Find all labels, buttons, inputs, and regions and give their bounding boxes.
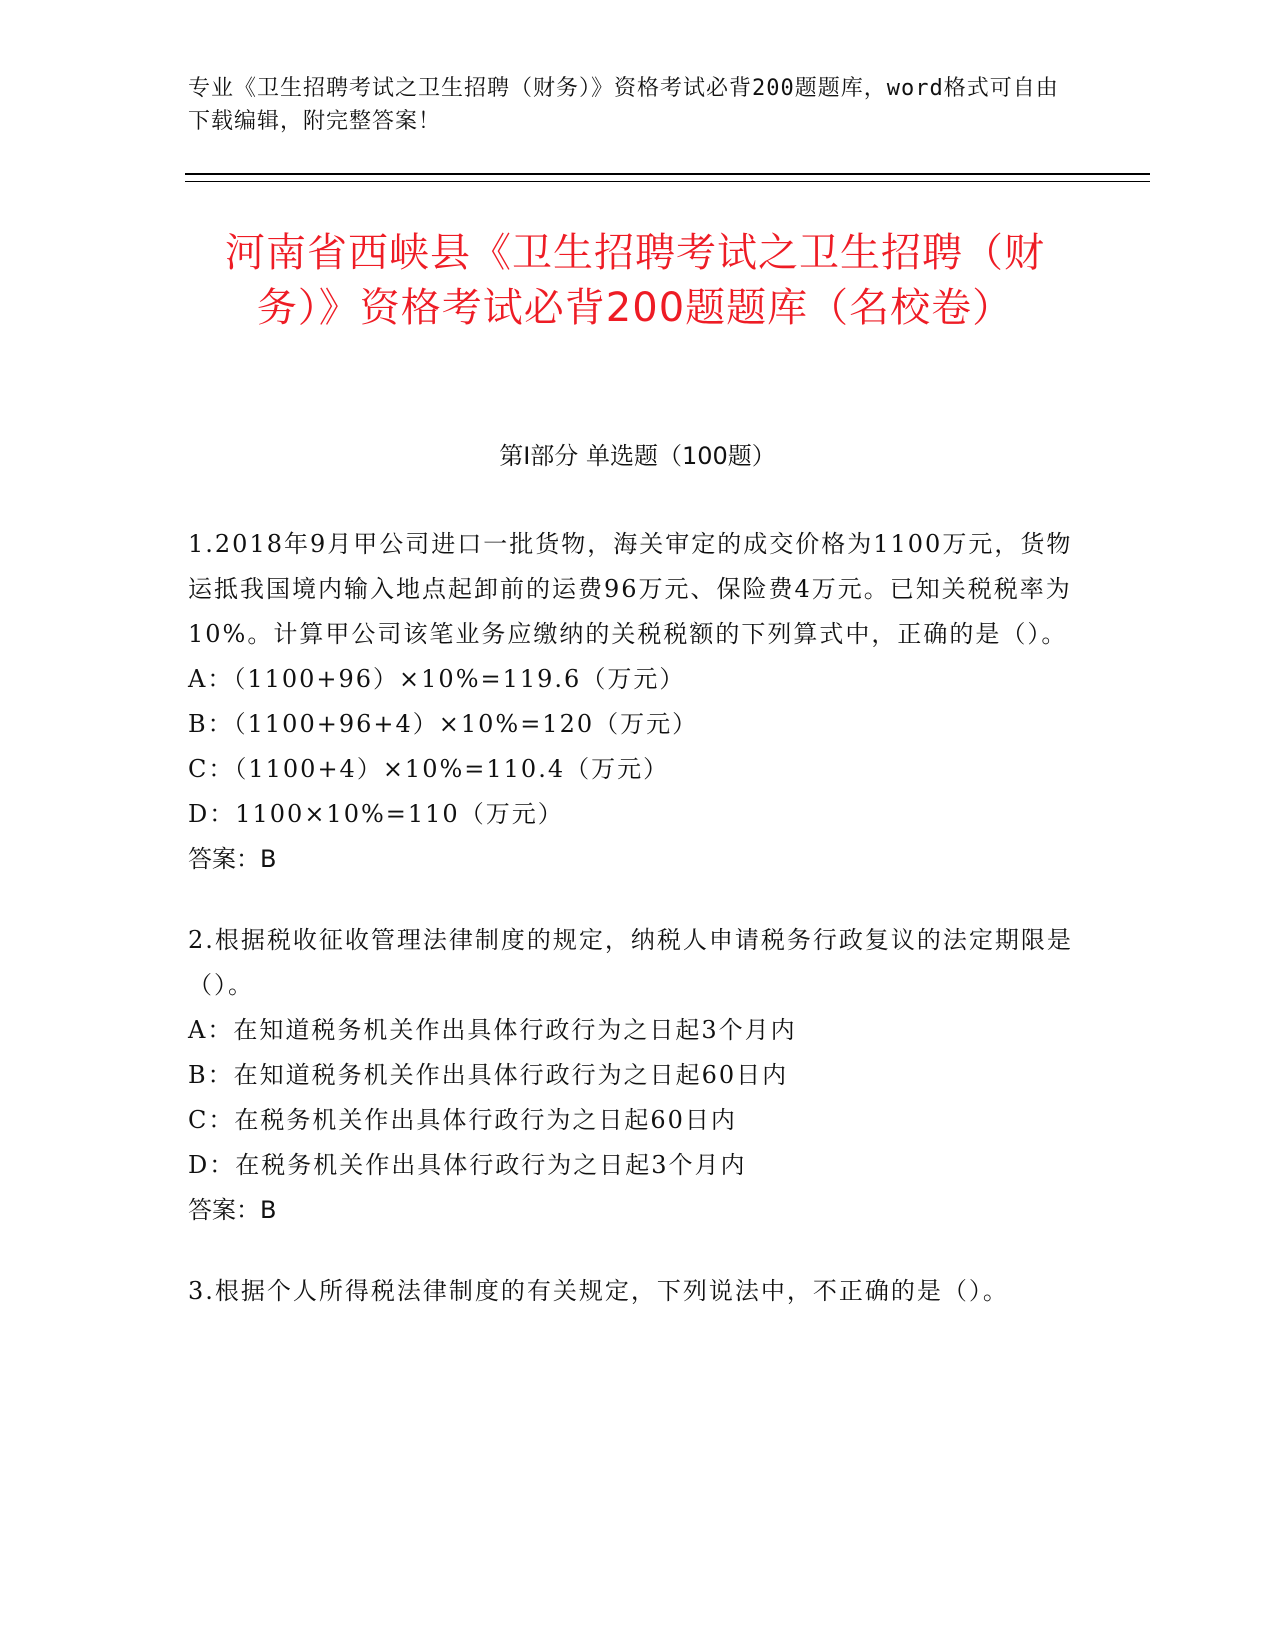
option-d: D：1100×10%=110（万元） [188,800,564,828]
header-divider-thick [185,173,1150,175]
question-3 [188,1269,1078,1314]
question-stem: 3.根据个人所得税法律制度的有关规定，下列说法中，不正确的是（）。 [188,1277,1009,1305]
option-a: A：在知道税务机关作出具体行政行为之日起3个月内 [188,1016,797,1044]
question-list [188,522,1078,1350]
question-stem: 2.根据税收征收管理法律制度的规定，纳税人申请税务行政复议的法定期限是（）。 [188,926,1073,999]
section-heading: 第Ⅰ部分 单选题（100题） [499,442,776,470]
document-title: 河南省西峡县《卫生招聘考试之卫生招聘（财务）》资格考试必背200题题库（名校卷） [225,230,1045,331]
option-d: D：在税务机关作出具体行政行为之日起3个月内 [188,1151,747,1179]
option-c: C：（1100+4）×10%=110.4（万元） [188,755,670,783]
header-divider-thin [185,181,1150,182]
question-stem: 1.2018年9月甲公司进口一批货物，海关审定的成交价格为1100万元，货物运抵我国境内输入地点起卸前的运费96万元、保险费4万元。已知关税税率为10%。计算甲公司该笔业务应缴纳的关税税额的下列算式中，正确的是（）。 [188,530,1073,648]
answer-line: 答案：B [188,1196,277,1224]
option-a: A：（1100+96）×10%=119.6（万元） [188,665,686,693]
option-c: C：在税务机关作出具体行政行为之日起60日内 [188,1106,737,1134]
question-1 [188,522,1078,882]
question-2 [188,918,1078,1233]
answer-line: 答案：B [188,845,277,873]
option-b: B：（1100+96+4）×10%=120（万元） [188,710,699,738]
header-note: 专业《卫生招聘考试之卫生招聘（财务）》资格考试必背200题题库，word格式可自由下载编辑，附完整答案！ [188,76,1059,134]
option-b: B：在知道税务机关作出具体行政行为之日起60日内 [188,1061,789,1089]
